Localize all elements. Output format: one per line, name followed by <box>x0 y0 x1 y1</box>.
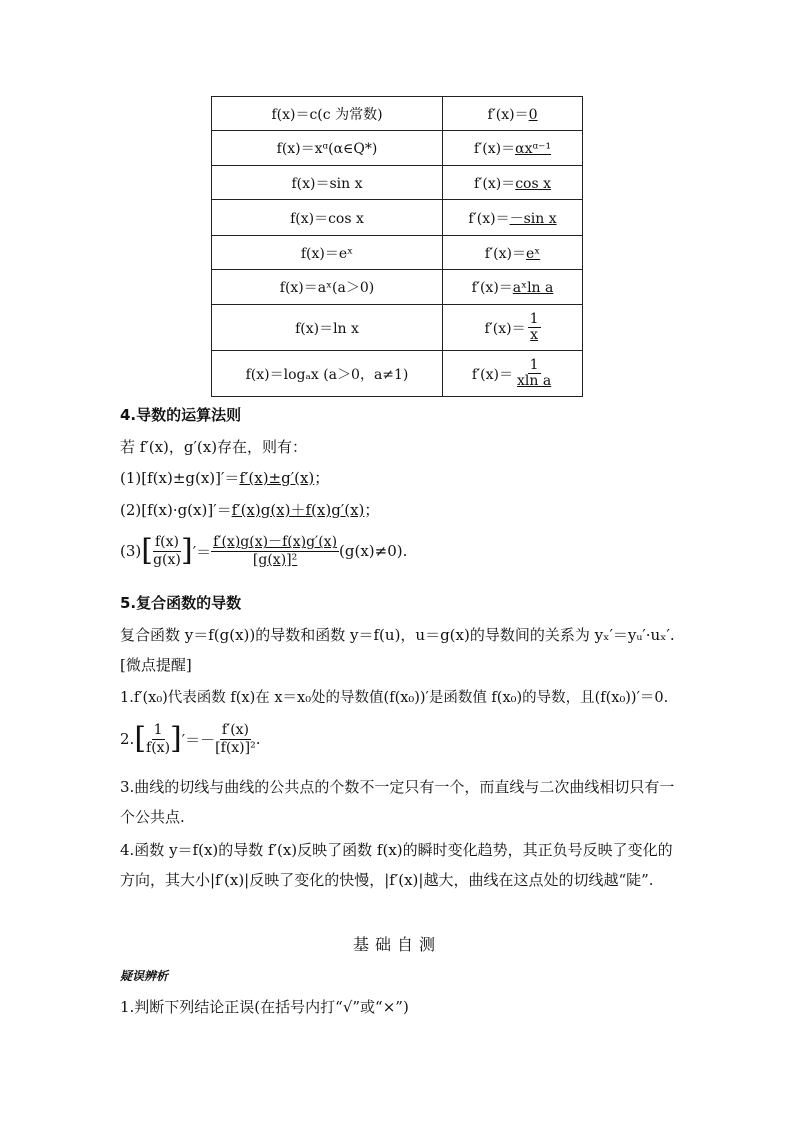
rule-1: (1)[f(x)±g(x)]′＝f′(x)±g′(x)； <box>120 469 330 487</box>
rule-2: (2)[f(x)·g(x)]′＝f′(x)g(x)＋f(x)g′(x)； <box>120 501 380 519</box>
function-cell: f(x)＝eˣ <box>212 236 443 270</box>
function-cell: f(x)＝sin x <box>212 166 443 200</box>
section-4-intro: 若 f′(x)，g′(x)存在，则有： <box>120 438 308 456</box>
derivative-answer: $\frac{1}{\text{xln a}}$ <box>517 357 552 389</box>
derivative-cell: f′(x)＝αxᵅ⁻¹ <box>443 131 583 166</box>
tip-2: 2. [ 1 f(x) ] ′＝－ f′(x) [f(x)]² . <box>120 721 261 756</box>
derivative-answer: －sin x <box>509 210 557 227</box>
table-row <box>212 270 583 305</box>
derivative-answer: aˣln a <box>512 280 554 296</box>
table-row <box>212 236 583 270</box>
function-cell: f(x)＝logₐx (a＞0，a≠1) <box>212 351 443 397</box>
derivative-cell: f′(x)＝0 <box>443 97 583 131</box>
question-1: 1.判断下列结论正误(在括号内打“√”或“×”) <box>120 998 409 1016</box>
derivative-answer: αxᵅ⁻¹ <box>515 141 552 157</box>
section-4-heading: 4.导数的运算法则 <box>120 406 242 424</box>
tip-4: 4.函数 y＝f(x)的导数 f′(x)反映了函数 f(x)的瞬时变化趋势，其正负号反映了变化的方向，其大小|f′(x)|反映了变化的快慢，|f′(x)|越大，曲线在这点处的切线越“陡”. <box>120 841 673 889</box>
derivative-cell: f′(x)＝eˣ <box>443 236 583 270</box>
section-5-text: 复合函数 y＝f(g(x))的导数和函数 y＝f(u)，u＝g(x)的导数间的关系为 yₓ′＝yᵤ′·uₓ′. <box>120 626 675 644</box>
derivative-answer: 0 <box>528 106 538 123</box>
derivative-cell: f′(x)＝cos x <box>443 166 583 200</box>
self-test-title: 基础自测 <box>352 935 441 954</box>
self-test-tag: 疑误辨析 <box>120 969 169 983</box>
table-row <box>212 131 583 166</box>
tip-3: 3.曲线的切线与曲线的公共点的个数不一定只有一个，而直线与二次曲线相切只有一个公共点. <box>120 778 675 826</box>
rule-1-answer: f′(x)±g′(x) <box>239 469 315 487</box>
rule-3-answer: f′(x)g(x)－f(x)g′(x) [g(x)]² <box>213 534 338 568</box>
table-row <box>212 305 583 351</box>
rule-3-lhs: [ f(x) g(x) ] <box>141 533 193 568</box>
derivative-cell: f′(x)＝aˣln a <box>443 270 583 305</box>
derivative-table <box>211 96 583 397</box>
tip-1: 1.f′(x₀)代表函数 f(x)在 x＝x₀处的导数值(f(x₀))′是函数值 f(x₀)的导数，且(f(x₀))′＝0. <box>120 690 669 706</box>
function-cell: f(x)＝c(c 为常数) <box>212 97 443 131</box>
derivative-answer: cos x <box>515 175 551 192</box>
derivative-cell: f′(x)＝ $\frac{1}{\text{xln a}}$ <box>443 351 583 397</box>
function-cell: f(x)＝cos x <box>212 200 443 236</box>
table-row <box>212 351 583 397</box>
rule-3: (3) [ f(x) g(x) ] ′＝ f′(x)g(x)－f(x)g′(x) [g(x)]² (g(x)≠0). <box>120 533 408 568</box>
rule-2-answer: f′(x)g(x)＋f(x)g′(x) <box>231 501 365 519</box>
function-cell: f(x)＝ln x <box>212 305 443 351</box>
table-row <box>212 97 583 131</box>
table-row <box>212 200 583 236</box>
table-row <box>212 166 583 200</box>
tips-label: [微点提醒] <box>120 656 192 674</box>
derivative-cell: f′(x)＝ $\frac{1}{x}$ <box>443 305 583 351</box>
derivative-answer: eˣ <box>525 245 541 262</box>
derivative-cell: f′(x)＝－sin x <box>443 200 583 236</box>
function-cell: f(x)＝aˣ(a＞0) <box>212 270 443 305</box>
section-5-heading: 5.复合函数的导数 <box>120 594 242 612</box>
derivative-answer: $\frac{1}{x}$ <box>529 311 539 343</box>
function-cell: f(x)＝xᵅ(α∈Q*) <box>212 131 443 166</box>
